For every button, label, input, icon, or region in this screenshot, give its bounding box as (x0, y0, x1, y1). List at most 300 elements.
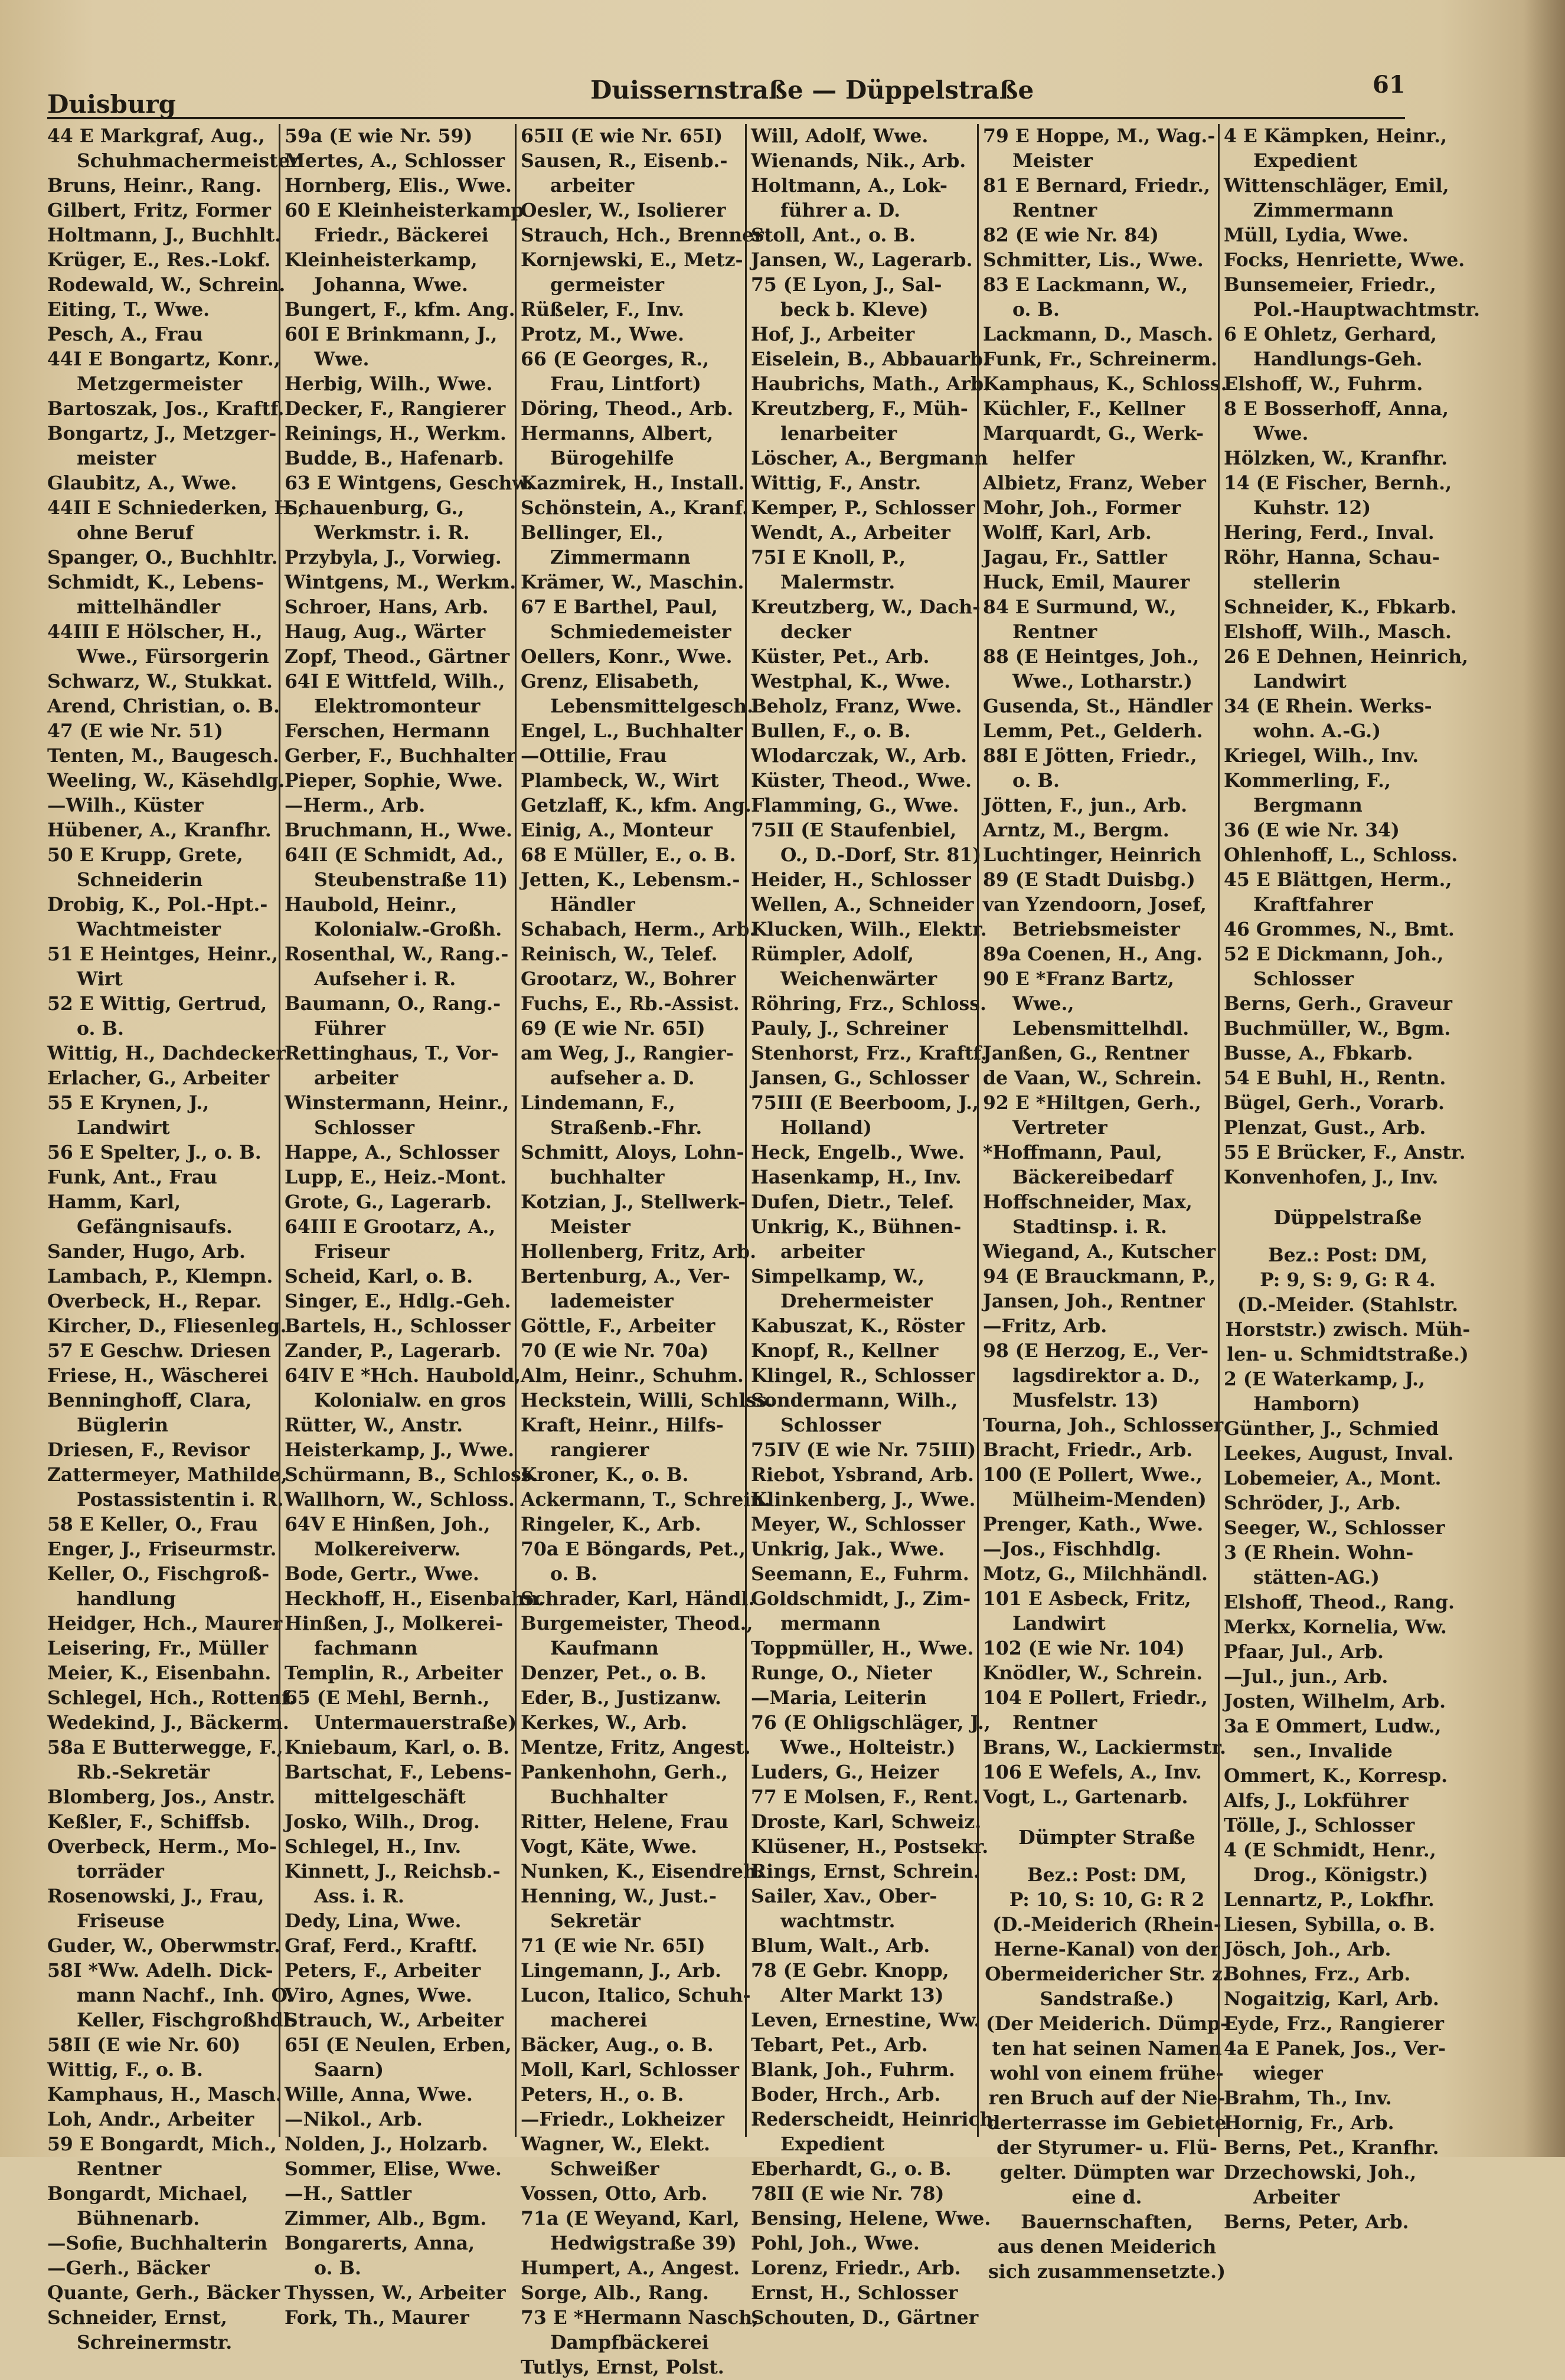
directory-entry: 3a E Ommert, Ludw., (1224, 1715, 1442, 1737)
street-district-info: Bez.: Post: DM, (1268, 1244, 1427, 1266)
directory-entry: Getzlaff, K., kfm. Ang. (521, 795, 752, 816)
directory-entry-continuation: lenarbeiter (780, 423, 897, 444)
directory-entry: Busse, A., Fbkarb. (1224, 1042, 1413, 1064)
directory-entry: 84 E Surmund, W., (983, 596, 1177, 618)
directory-entry: Jetten, K., Lebensm.- (521, 869, 740, 891)
directory-entry: 36 (E wie Nr. 34) (1224, 819, 1400, 841)
directory-entry: Engel, L., Buchhalter (521, 720, 743, 742)
directory-entry: Benninghoff, Clara, (47, 1390, 252, 1411)
directory-entry-continuation: Straßenb.-Fhr. (550, 1117, 703, 1139)
directory-entry-continuation: mittelgeschäft (314, 1786, 466, 1808)
directory-column-1 (47, 124, 305, 2353)
directory-entry-continuation: Wirt (77, 968, 123, 990)
header-page-number: 61 (1373, 71, 1406, 99)
directory-entry: Lingemann, J., Arb. (521, 1960, 721, 1982)
directory-entry: Quante, Gerh., Bäcker (47, 2282, 280, 2304)
directory-entry: Tenten, M., Baugesch. (47, 745, 279, 767)
header-street-range: Duissernstraße — Düppelstraße (590, 76, 1034, 104)
directory-entry: 98 (E Herzog, E., Ver- (983, 1340, 1209, 1362)
directory-entry: Bruns, Heinr., Rang. (47, 175, 262, 197)
directory-entry: Happe, A., Schlosser (285, 1142, 499, 1163)
directory-entry: Heisterkamp, J., Wwe. (285, 1439, 515, 1461)
directory-entry-continuation: Ass. i. R. (314, 1885, 404, 1907)
directory-entry: Wille, Anna, Wwe. (285, 2084, 473, 2106)
directory-entry-continuation: Führer (314, 1018, 385, 1039)
directory-entry-continuation: Friedr., Bäckerei (314, 224, 489, 246)
directory-entry: van Yzendoorn, Josef, (983, 894, 1207, 916)
directory-entry: —Maria, Leiterin (751, 1687, 927, 1709)
directory-entry: Schneider, K., Fbkarb. (1224, 596, 1457, 618)
street-note: eine d. Bauernschaften, (1021, 2186, 1193, 2233)
directory-entry: Kabuszat, K., Röster (751, 1315, 965, 1337)
directory-entry: Löscher, A., Bergmann (751, 447, 988, 469)
directory-entry: Gerber, F., Buchhalter (285, 745, 517, 767)
directory-entry: Overbeck, Herm., Mo- (47, 1836, 277, 1858)
directory-entry-continuation: Wwe., Lotharstr.) (1012, 671, 1192, 692)
directory-entry-continuation: Schweißer (550, 2158, 659, 2180)
directory-entry: 6 E Ohletz, Gerhard, (1224, 323, 1437, 345)
directory-entry: Schröder, J., Arb. (1224, 1492, 1401, 1514)
directory-entry: 70a E Böngards, Pet., (521, 1538, 746, 1560)
directory-entry: Stoll, Ant., o. B. (751, 224, 916, 246)
directory-entry: Ringeler, K., Arb. (521, 1513, 701, 1535)
directory-entry: 59a (E wie Nr. 59) (285, 125, 473, 147)
directory-entry: Kamphaus, H., Masch. (47, 2084, 282, 2106)
directory-entry: Kamphaus, K., Schloss. (983, 373, 1227, 395)
street-district-info: P: 9, S: 9, G: R 4. (1260, 1269, 1436, 1291)
directory-entry: Arntz, M., Bergm. (983, 819, 1169, 841)
directory-entry-continuation: Kraftfahrer (1253, 894, 1373, 916)
directory-entry: Rederscheidt, Heinrich, (751, 2108, 1000, 2130)
street-note: len- u. Schmidtstraße.) (1227, 1343, 1469, 1365)
street-district-info: P: 10, S: 10, G: R 2 (1009, 1889, 1205, 1911)
directory-entry: Pankenhohn, Gerh., (521, 1761, 728, 1783)
directory-entry-continuation: Wwe. (314, 348, 370, 370)
column-divider (1218, 124, 1220, 2137)
directory-entry-continuation: Saarn) (314, 2059, 384, 2081)
directory-entry: Wintgens, M., Werkm. (285, 571, 517, 593)
directory-entry: Nogaitzig, Karl, Arb. (1224, 1988, 1439, 2010)
directory-entry: Röhring, Frz., Schloss. (751, 993, 986, 1015)
directory-entry: Klinkenberg, J., Wwe. (751, 1489, 976, 1511)
street-note: (D.-Meiderich (Rhein- (992, 1914, 1221, 1936)
directory-entry-continuation: Stadtinsp. i. R. (1012, 1216, 1167, 1238)
directory-entry: Bunsemeier, Friedr., (1224, 274, 1436, 296)
directory-entry: 4 (E Schmidt, Henr., (1224, 1839, 1436, 1861)
directory-entry-continuation: Bühnenarb. (77, 2208, 200, 2229)
directory-entry: Wedekind, J., Bäckerm. (47, 1712, 289, 1734)
directory-entry-continuation: arbeiter (314, 1067, 398, 1089)
directory-entry-continuation: Elektromonteur (314, 695, 481, 717)
directory-column-2 (285, 124, 545, 2329)
directory-entry: Rosenthal, W., Rang.- (285, 943, 509, 965)
directory-entry-continuation: Weichenwärter (780, 968, 937, 990)
directory-entry: 64I E Wittfeld, Wilh., (285, 671, 505, 692)
directory-entry-continuation: Molkereiverw. (314, 1538, 461, 1560)
directory-entry: Prenger, Kath., Wwe. (983, 1513, 1204, 1535)
directory-entry: Overbeck, H., Repar. (47, 1290, 262, 1312)
directory-entry-continuation: Malermstr. (780, 571, 896, 593)
street-note: wohl von einem frühe- (990, 2062, 1224, 2084)
directory-entry: 58a E Butterwegge, F., (47, 1737, 283, 1758)
directory-entry: Fuchs, E., Rb.-Assist. (521, 993, 740, 1015)
directory-entry: Wittig, F., o. B. (47, 2059, 203, 2081)
directory-entry: Schwarz, W., Stukkat. (47, 671, 273, 692)
directory-entry: 56 E Spelter, J., o. B. (47, 1142, 262, 1163)
directory-entry: Sander, Hugo, Arb. (47, 1241, 246, 1263)
directory-entry: Leisering, Fr., Müller (47, 1637, 269, 1659)
directory-entry: 8 E Bosserhoff, Anna, (1224, 398, 1449, 420)
directory-entry: Heider, H., Schlosser (751, 869, 971, 891)
directory-entry-continuation: Keller, Fischgroßhdl. (77, 2009, 297, 2031)
directory-entry: Funk, Ant., Frau (47, 1166, 217, 1188)
directory-entry: Singer, E., Hdlg.-Geh. (285, 1290, 511, 1312)
directory-entry: Klucken, Wilh., Elektr. (751, 918, 987, 940)
directory-entry: Bartoszak, Jos., Kraftf. (47, 398, 285, 420)
directory-entry: Glaubitz, A., Wwe. (47, 472, 237, 494)
directory-entry-continuation: Landwirt (1253, 671, 1347, 692)
directory-entry: Kornjewski, E., Metz- (521, 249, 743, 271)
directory-entry: —Jul., jun., Arb. (1224, 1666, 1388, 1688)
directory-entry: 81 E Bernard, Friedr., (983, 175, 1210, 197)
directory-entry: Plenzat, Gust., Arb. (1224, 1117, 1426, 1139)
directory-entry: Knopf, R., Kellner (751, 1340, 939, 1362)
directory-entry: 3 (E Rhein. Wohn- (1224, 1542, 1414, 1564)
directory-entry-continuation: beck b. Kleve) (780, 299, 929, 321)
directory-entry-continuation: wohn. A.-G.) (1253, 720, 1381, 742)
directory-entry-continuation: stellerin (1253, 571, 1341, 593)
directory-entry: 64II (E Schmidt, Ad., (285, 844, 504, 866)
street-note: der Styrumer- u. Flü- (996, 2137, 1217, 2159)
directory-entry-continuation: Schlosser (314, 1117, 414, 1139)
directory-entry-continuation: Schlosser (1253, 968, 1354, 990)
directory-entry: Pohl, Joh., Wwe. (751, 2232, 920, 2254)
directory-entry: 64V E Hinßen, Joh., (285, 1513, 491, 1535)
directory-entry: Graf, Ferd., Kraftf. (285, 1935, 478, 1957)
directory-entry-continuation: Schneiderin (77, 869, 203, 891)
directory-entry: Brahm, Th., Inv. (1224, 2087, 1392, 2109)
directory-entry: Rings, Ernst, Schrein. (751, 1861, 980, 1882)
street-heading: Düppelstraße (1273, 1206, 1422, 1229)
directory-entry: Herbig, Wilh., Wwe. (285, 373, 493, 395)
directory-entry: 2 (E Waterkamp, J., (1224, 1368, 1425, 1390)
directory-entry: Holtmann, A., Lok- (751, 175, 948, 197)
directory-entry: Oesler, W., Isolierer (521, 200, 726, 221)
directory-entry-continuation: Lebensmittelgesch. (550, 695, 754, 717)
directory-entry: Küster, Theod., Wwe. (751, 770, 972, 792)
directory-entry-continuation: Gefängnisaufs. (77, 1216, 233, 1238)
street-note: gelter. Dümpten war (999, 2162, 1214, 2183)
street-note: Sandstraße.) (1040, 1988, 1174, 2010)
directory-entry: Kreutzberg, W., Dach- (751, 596, 981, 618)
directory-entry: Humpert, A., Angest. (521, 2257, 740, 2279)
directory-entry-continuation: Arbeiter (1253, 2186, 1340, 2208)
directory-column-5 (983, 124, 1231, 2283)
directory-entry: Krüger, E., Res.-Lokf. (47, 249, 271, 271)
directory-entry: Schneider, Ernst, (47, 2307, 227, 2329)
directory-entry: —Fritz, Arb. (983, 1315, 1107, 1337)
directory-entry: Luders, G., Heizer (751, 1761, 939, 1783)
directory-entry: 92 E *Hiltgen, Gerh., (983, 1092, 1201, 1114)
directory-entry: Schrader, Karl, Händl. (521, 1588, 755, 1610)
directory-entry: Gilbert, Fritz, Former (47, 200, 271, 221)
directory-entry: 89a Coenen, H., Ang. (983, 943, 1203, 965)
directory-entry: 67 E Barthel, Paul, (521, 596, 718, 618)
directory-entry: Kerkes, W., Arb. (521, 1712, 688, 1734)
directory-entry: 57 E Geschw. Driesen (47, 1340, 272, 1362)
directory-entry: Bensing, Helene, Wwe. (751, 2208, 991, 2229)
directory-entry: Tebart, Pet., Arb. (751, 2034, 928, 2056)
directory-entry: Blum, Walt., Arb. (751, 1935, 930, 1957)
directory-entry: 75I E Knoll, P., (751, 547, 906, 568)
directory-entry: —Sofie, Buchhalterin (47, 2232, 268, 2254)
directory-entry: Ohlenhoff, L., Schloss. (1224, 844, 1458, 866)
directory-entry-continuation: Postassistentin i. R. (77, 1489, 284, 1511)
directory-entry-continuation: Rentner (77, 2158, 162, 2180)
directory-entry: Seemann, E., Fuhrm. (751, 1563, 969, 1585)
directory-entry: —H., Sattler (285, 2183, 412, 2205)
directory-entry: Grenz, Elisabeth, (521, 671, 700, 692)
directory-entry-continuation: Drehermeister (780, 1290, 933, 1312)
directory-entry-continuation: helfer (1012, 447, 1075, 469)
directory-entry-continuation: o. B. (77, 1018, 124, 1039)
directory-entry: Ferschen, Hermann (285, 720, 490, 742)
directory-entry: Zimmer, Alb., Bgm. (285, 2208, 487, 2229)
directory-entry: Rodewald, W., Schrein. (47, 274, 286, 296)
directory-entry: —Gerh., Bäcker (47, 2257, 210, 2279)
directory-entry-continuation: Bergmann (1253, 795, 1363, 816)
directory-entry: Moll, Karl, Schlosser (521, 2059, 739, 2081)
directory-entry: Tourna, Joh., Schlosser (983, 1414, 1224, 1436)
directory-entry: 101 E Asbeck, Fritz, (983, 1588, 1191, 1610)
directory-entry: Luchtinger, Heinrich (983, 844, 1202, 866)
directory-entry-continuation: Rentner (1012, 1712, 1097, 1734)
directory-entry-continuation: aufseher a. D. (550, 1067, 695, 1089)
directory-entry: Haug, Aug., Wärter (285, 621, 486, 643)
directory-entry: Unkrig, K., Bühnen- (751, 1216, 962, 1238)
directory-entry-continuation: Expedient (780, 2133, 885, 2155)
directory-entry: Elshoff, W., Fuhrm. (1224, 373, 1423, 395)
street-heading: Dümpter Straße (1018, 1826, 1195, 1849)
street-note: (D.-Meider. (Stahlstr. (1237, 1294, 1459, 1316)
directory-entry-continuation: Steubenstraße 11) (314, 869, 508, 891)
directory-entry-continuation: Buchhalter (550, 1786, 668, 1808)
directory-entry: Fork, Th., Maurer (285, 2307, 469, 2329)
directory-entry-continuation: Wachtmeister (77, 918, 221, 940)
directory-entry: Wolff, Karl, Arb. (983, 522, 1152, 544)
directory-entry: Jötten, F., jun., Arb. (983, 795, 1188, 816)
directory-entry: *Hoffmann, Paul, (983, 1142, 1162, 1163)
directory-entry: 75II (E Staufenbiel, (751, 819, 957, 841)
directory-entry: Tölle, J., Schlosser (1224, 1815, 1415, 1836)
directory-entry: Kazmirek, H., Install. (521, 472, 745, 494)
directory-entry: Dedy, Lina, Wwe. (285, 1910, 462, 1932)
directory-entry-continuation: Hedwigstraße 39) (550, 2232, 737, 2254)
directory-entry-continuation: sen., Invalide (1253, 1740, 1393, 1762)
directory-entry: 78 (E Gebr. Knopp, (751, 1960, 949, 1982)
directory-entry: Bungert, F., kfm. Ang. (285, 299, 515, 321)
directory-entry: 100 (E Pollert, Wwe., (983, 1464, 1203, 1486)
directory-entry: Denzer, Pet., o. B. (521, 1662, 707, 1684)
directory-entry: 44I E Bongartz, Konr., (47, 348, 280, 370)
directory-entry: Rüßeler, F., Inv. (521, 299, 685, 321)
street-district-info: Bez.: Post: DM, (1027, 1864, 1187, 1886)
directory-entry-continuation: rangierer (550, 1439, 649, 1461)
directory-entry: 63 E Wintgens, Geschw. (285, 472, 533, 494)
directory-entry: Scheid, Karl, o. B. (285, 1266, 473, 1287)
directory-entry: Eyde, Frz., Rangierer (1224, 2013, 1444, 2035)
directory-entry: 106 E Wefels, A., Inv. (983, 1761, 1202, 1783)
directory-entry: Meier, K., Eisenbahn. (47, 1662, 272, 1684)
directory-entry-continuation: decker (780, 621, 851, 643)
directory-column-6 (1224, 124, 1480, 2233)
directory-entry-continuation: Landwirt (1012, 1613, 1106, 1634)
directory-entry: Günther, J., Schmied (1224, 1418, 1439, 1440)
directory-entry: Vogt, Käte, Wwe. (521, 1836, 697, 1858)
directory-entry: —Herm., Arb. (285, 795, 426, 816)
directory-entry: Rütter, W., Anstr. (285, 1414, 463, 1436)
directory-entry: Peters, F., Arbeiter (285, 1960, 481, 1982)
directory-entry: 65 (E Mehl, Bernh., (285, 1687, 490, 1709)
directory-entry: Wellen, A., Schneider (751, 894, 974, 916)
directory-column-4 (751, 124, 1000, 2329)
directory-entry: Eiselein, B., Abbauarb. (751, 348, 989, 370)
directory-entry-continuation: handlung (77, 1588, 177, 1610)
directory-entry: Liesen, Sybilla, o. B. (1224, 1914, 1436, 1936)
directory-entry: Kemper, P., Schlosser (751, 497, 975, 519)
directory-entry: Zopf, Theod., Gärtner (285, 646, 510, 668)
directory-entry: Elshoff, Theod., Rang. (1224, 1591, 1455, 1613)
street-note: ten hat seinen Namen (992, 2038, 1222, 2059)
directory-entry: Sorge, Alb., Rang. (521, 2282, 709, 2304)
directory-entry: Jagau, Fr., Sattler (983, 547, 1167, 568)
directory-entry-continuation: germeister (550, 274, 664, 296)
directory-entry: Guder, W., Oberwmstr. (47, 1935, 280, 1957)
directory-entry-continuation: Werkmstr. i. R. (314, 522, 470, 544)
directory-entry: Berns, Pet., Kranfhr. (1224, 2137, 1439, 2159)
directory-entry: Flamming, G., Wwe. (751, 795, 959, 816)
street-note: Obermeidericher Str. z. (985, 1963, 1229, 1985)
directory-entry: de Vaan, W., Schrein. (983, 1067, 1202, 1089)
directory-entry: Vogt, L., Gartenarb. (983, 1786, 1188, 1808)
directory-entry-continuation: mittelhändler (77, 596, 221, 618)
directory-entry: Jösch, Joh., Arb. (1224, 1938, 1391, 1960)
directory-entry: Arend, Christian, o. B. (47, 695, 280, 717)
directory-entry: Unkrig, Jak., Wwe. (751, 1538, 945, 1560)
directory-entry-continuation: Zimmermann (1253, 200, 1394, 221)
directory-entry: Brans, W., Lackiermstr. (983, 1737, 1227, 1758)
directory-entry: Kotzian, J., Stellwerk- (521, 1191, 746, 1213)
directory-entry: Küchler, F., Kellner (983, 398, 1185, 420)
directory-entry: Drobig, K., Pol.-Hpt.- (47, 894, 268, 916)
directory-entry: Kinnett, J., Reichsb.- (285, 1861, 501, 1882)
directory-entry: Berns, Gerh., Graveur (1224, 993, 1452, 1015)
directory-entry: Grootarz, W., Bohrer (521, 968, 736, 990)
directory-entry: Huck, Emil, Maurer (983, 571, 1190, 593)
directory-entry: 70 (E wie Nr. 70a) (521, 1340, 709, 1362)
directory-entry: 78II (E wie Nr. 78) (751, 2183, 945, 2205)
directory-entry-continuation: Kolonialw. en gros (314, 1390, 507, 1411)
directory-entry: am Weg, J., Rangier- (521, 1042, 734, 1064)
directory-entry-continuation: torräder (77, 1861, 164, 1882)
directory-entry: Küster, Pet., Arb. (751, 646, 930, 668)
directory-entry-continuation: Landwirt (77, 1117, 170, 1139)
directory-entry: Kreutzberg, F., Müh- (751, 398, 968, 420)
directory-entry: 47 (E wie Nr. 51) (47, 720, 223, 742)
directory-entry: Strauch, W., Arbeiter (285, 2009, 504, 2031)
directory-entry: Meyer, W., Schlosser (751, 1513, 965, 1535)
street-note: aus denen Meiderich (997, 2236, 1217, 2258)
directory-entry: Heck, Engelb., Wwe. (751, 1142, 965, 1163)
column-divider (279, 124, 280, 2137)
directory-entry: Schroer, Hans, Arb. (285, 596, 489, 618)
directory-entry: Göttle, F., Arbeiter (521, 1315, 715, 1337)
directory-entry: Pieper, Sophie, Wwe. (285, 770, 504, 792)
directory-entry-continuation: Bäckereibedarf (1012, 1166, 1173, 1188)
street-note: Horststr.) zwisch. Müh- (1225, 1319, 1471, 1341)
directory-entry: 68 E Müller, E., o. B. (521, 844, 736, 866)
directory-entry-continuation: meister (77, 447, 156, 469)
directory-entry-continuation: arbeiter (780, 1241, 865, 1263)
directory-entry: 69 (E wie Nr. 65I) (521, 1018, 705, 1039)
directory-entry: Bullen, F., o. B. (751, 720, 911, 742)
directory-entry-continuation: Musfelstr. 13) (1012, 1390, 1159, 1411)
directory-entry: Simpelkamp, W., (751, 1266, 925, 1287)
directory-entry: 77 E Molsen, F., Rent. (751, 1786, 979, 1808)
page-binding-shadow (1524, 0, 1565, 2157)
directory-entry: Zattermeyer, Mathilde, (47, 1464, 287, 1486)
directory-entry: Driesen, F., Revisor (47, 1439, 250, 1461)
directory-entry: 65II (E wie Nr. 65I) (521, 125, 723, 147)
directory-entry: 88I E Jötten, Friedr., (983, 745, 1197, 767)
directory-entry: Klingel, R., Schlosser (751, 1365, 975, 1387)
directory-entry: Mohr, Joh., Former (983, 497, 1181, 519)
directory-entry-continuation: Drog., Königstr.) (1253, 1864, 1429, 1886)
directory-entry: Sondermann, Wilh., (751, 1390, 958, 1411)
directory-entry-continuation: Johanna, Wwe. (314, 274, 468, 296)
directory-entry: Lindemann, F., (521, 1092, 675, 1114)
directory-entry: Wienands, Nik., Arb. (751, 150, 966, 172)
directory-entry: Henning, W., Just.- (521, 1885, 717, 1907)
directory-entry: 65I (E Neulen, Erben, (285, 2034, 512, 2056)
directory-entry-continuation: wieger (1253, 2062, 1323, 2084)
directory-entry: Buchmüller, W., Bgm. (1224, 1018, 1451, 1039)
street-note: ren Bruch auf der Nie- (988, 2087, 1226, 2109)
directory-entry: 79 E Hoppe, M., Wag.- (983, 125, 1216, 147)
directory-entry: 45 E Blättgen, Herm., (1224, 869, 1452, 891)
directory-entry: Hübener, A., Kranfhr. (47, 819, 272, 841)
directory-entry: Lemm, Pet., Gelderh. (983, 720, 1203, 742)
directory-entry: Lennartz, P., Lokfhr. (1224, 1889, 1435, 1911)
directory-entry: Bongardt, Michael, (47, 2183, 249, 2205)
directory-entry: Kircher, D., Fliesenleg. (47, 1315, 287, 1337)
directory-entry: 83 E Lackmann, W., (983, 274, 1188, 296)
directory-entry-continuation: Schmiedemeister (550, 621, 731, 643)
directory-entry: Hinßen, J., Molkerei- (285, 1613, 504, 1634)
directory-entry: Goldschmidt, J., Zim- (751, 1588, 971, 1610)
directory-entry-continuation: o. B. (1012, 299, 1060, 321)
directory-entry: Hölzken, W., Kranfhr. (1224, 447, 1448, 469)
directory-entry: Ommert, K., Korresp. (1224, 1765, 1448, 1787)
directory-entry: Schürmann, B., Schloss. (285, 1464, 538, 1486)
directory-entry: Drzechowski, Joh., (1224, 2162, 1417, 2183)
directory-entry: Josten, Wilhelm, Arb. (1224, 1691, 1446, 1712)
directory-entry: Bongarerts, Anna, (285, 2232, 475, 2254)
directory-entry: Wlodarczak, W., Arb. (751, 745, 968, 767)
directory-entry-continuation: Frau, Lintfort) (550, 373, 701, 395)
directory-entry: Wiegand, A., Kutscher (983, 1241, 1216, 1263)
directory-entry: Spanger, O., Buchhltr. (47, 547, 278, 568)
